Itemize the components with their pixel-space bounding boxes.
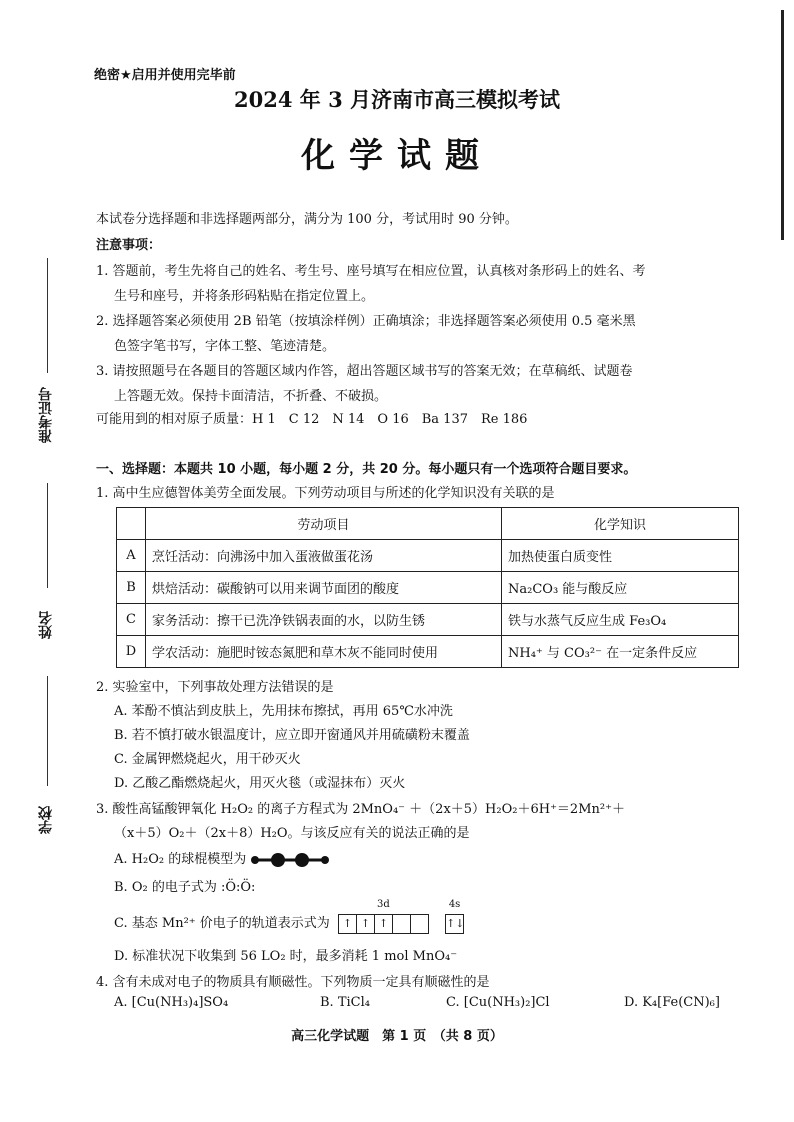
header-knowledge: 化学知识 <box>502 508 739 540</box>
table-header-row <box>117 508 739 540</box>
question-2-option: B. 若不慎打破水银温度计，应立即开窗通风并用硫磺粉末覆盖 <box>114 728 470 743</box>
note-2-cont: 色签字笔书写，字体工整、笔迹清楚。 <box>114 339 336 354</box>
question-3-option-b <box>114 876 255 895</box>
option-a-text: A. H₂O₂ 的球棍模型为 <box>114 852 247 867</box>
note-3-cont: 上答题无效。保持卡面清洁，不折叠、不破损。 <box>114 389 388 404</box>
page-edge-mark <box>781 10 784 240</box>
orbital-3d-label: 3d <box>377 898 390 910</box>
row-knowledge: 加热使蛋白质变性 <box>502 540 739 572</box>
binding-line <box>47 483 48 588</box>
table-row <box>117 604 739 636</box>
question-3-option-d: D. 标准状况下收集到 56 LO₂ 时，最多消耗 1 mol MnO₄⁻ <box>114 949 458 964</box>
orbital-box: ↑ <box>338 914 356 934</box>
row-knowledge: Na₂CO₃ 能与酸反应 <box>502 572 739 604</box>
row-labor: 烘焙活动：碳酸钠可以用来调节面团的酸度 <box>146 572 502 604</box>
question-2-option: C. 金属钾燃烧起火，用干砂灭火 <box>114 752 301 767</box>
question-4-option: A. [Cu(NH₃)₄]SO₄ <box>114 995 229 1010</box>
note-3: 3. 请按照题号在各题目的答题区域内作答，超出答题区域书写的答案无效；在草稿纸、试题卷 <box>96 364 633 379</box>
orbital-3d-diagram <box>338 898 429 934</box>
question-4-option: C. [Cu(NH₃)₂]Cl <box>446 995 550 1010</box>
atomic-masses: 可能用到的相对原子质量：H 1 C 12 N 14 O 16 Ba 137 Re 186 <box>96 412 528 427</box>
orbital-box <box>410 914 429 934</box>
question-3-stem-cont: （x＋5）O₂＋（2x＋8）H₂O。与该反应有关的说法正确的是 <box>114 826 470 841</box>
table-corner-cell <box>117 508 146 540</box>
ball-stick-model-icon <box>250 852 330 868</box>
row-labor: 学农活动：施肥时铵态氮肥和草木灰不能同时使用 <box>146 636 502 668</box>
question-2-option: A. 苯酚不慎沾到皮肤上，先用抹布擦拭，再用 65℃水冲洗 <box>114 704 453 719</box>
exam-title: 2024 年 3 月济南市高三模拟考试 <box>234 87 560 112</box>
option-b-text: B. O₂ 的电子式为 <box>114 880 217 895</box>
question-1-table <box>116 507 739 668</box>
orbital-box <box>392 914 410 934</box>
name-label: 姓名 <box>38 611 54 639</box>
row-letter: D <box>117 636 146 668</box>
binding-line <box>47 676 48 786</box>
row-knowledge: 铁与水蒸气反应生成 Fe₃O₄ <box>502 604 739 636</box>
row-letter: B <box>117 572 146 604</box>
header-labor: 劳动项目 <box>146 508 502 540</box>
note-2: 2. 选择题答案必须使用 2B 铅笔（按填涂样例）正确填涂；非选择题答案必须使用 0.5 毫米黑 <box>96 314 636 329</box>
question-4-options <box>114 995 720 1010</box>
option-c-text: C. 基态 Mn²⁺ 价电子的轨道表示式为 <box>114 916 330 931</box>
question-3-option-a <box>114 848 330 868</box>
note-1: 1. 答题前，考生先将自己的姓名、考生号、座号填写在相应位置，认真核对条形码上的姓名、考 <box>96 264 646 279</box>
question-2-stem: 2. 实验室中，下列事故处理方法错误的是 <box>96 680 334 695</box>
table-row <box>117 636 739 668</box>
subject-title: 化学试题 <box>301 136 493 176</box>
row-knowledge: NH₄⁺ 与 CO₃²⁻ 在一定条件反应 <box>502 636 739 668</box>
ticket-number-label: 准考证号 <box>38 387 54 443</box>
question-4-option: D. K₄[Fe(CN)₆] <box>624 995 720 1010</box>
notes-heading: 注意事项： <box>96 238 162 253</box>
row-labor: 家务活动：擦干已洗净铁锅表面的水，以防生锈 <box>146 604 502 636</box>
orbital-4s-diagram <box>445 898 465 934</box>
question-3-stem: 3. 酸性高锰酸钾氧化 H₂O₂ 的离子方程式为 2MnO₄⁻ ＋（2x＋5）H₂O₂＋6H⁺＝2Mn²⁺＋ <box>96 802 625 817</box>
row-letter: C <box>117 604 146 636</box>
note-1-cont: 生号和座号，并将条形码粘贴在指定位置上。 <box>114 289 375 304</box>
confidential-notice: 绝密★启用并使用完毕前 <box>94 68 236 83</box>
binding-line <box>47 258 48 373</box>
page-footer: 高三化学试题 第 1 页 （共 8 页） <box>291 1029 503 1044</box>
orbital-box: ↑↓ <box>445 914 464 934</box>
question-4-stem: 4. 含有未成对电子的物质具有顺磁性。下列物质一定具有顺磁性的是 <box>96 975 490 990</box>
table-row <box>117 572 739 604</box>
row-labor: 烹饪活动：向沸汤中加入蛋液做蛋花汤 <box>146 540 502 572</box>
question-4-option: B. TiCl₄ <box>320 995 370 1010</box>
row-letter: A <box>117 540 146 572</box>
question-2-option: D. 乙酸乙酯燃烧起火，用灭火毯（或湿抹布）灭火 <box>114 776 406 791</box>
school-label: 学校 <box>38 806 54 834</box>
orbital-box: ↑ <box>356 914 374 934</box>
table-row <box>117 540 739 572</box>
question-3-option-c <box>114 898 465 934</box>
question-1-stem: 1. 高中生应德智体美劳全面发展。下列劳动项目与所述的化学知识没有关联的是 <box>96 486 555 501</box>
orbital-box: ↑ <box>374 914 392 934</box>
intro-text: 本试卷分选择题和非选择题两部分，满分为 100 分，考试用时 90 分钟。 <box>96 212 518 227</box>
o2-electron-formula: :Ö:Ö: <box>220 880 256 895</box>
section-heading: 一、选择题：本题共 10 小题，每小题 2 分，共 20 分。每小题只有一个选项符合题目要求。 <box>96 462 637 477</box>
orbital-4s-label: 4s <box>448 898 461 910</box>
